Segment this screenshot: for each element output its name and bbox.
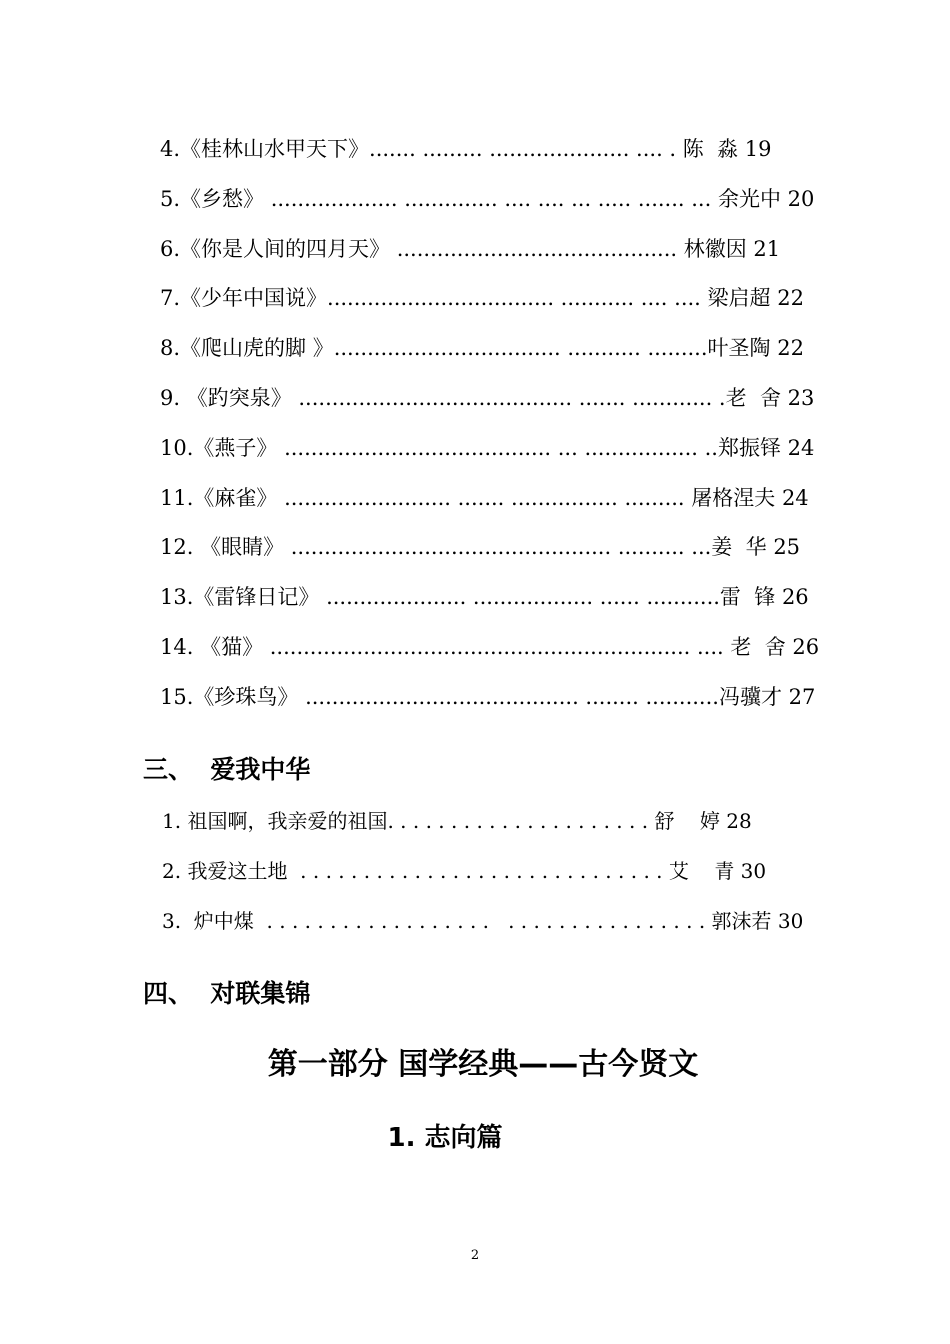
toc-item[interactable]: 10.《燕子》 ........................................ ... ................. ..郑振铎 24 xyxy=(160,436,815,460)
toc-item[interactable]: 4.《桂林山水甲天下》....... ......... ..................... .... . 陈 淼 19 xyxy=(160,137,772,161)
toc-item[interactable]: 1. 祖国啊，我亲爱的祖国. . . . . . . . . . . . . . . . . . . . . 舒 婷 28 xyxy=(162,809,752,833)
toc-item[interactable]: 3. 炉中煤 . . . . . . . . . . . . . . . . . . . . . . . . . . . . . . . . . . 郭沫若 30 xyxy=(162,909,804,933)
toc-item[interactable]: 6.《你是人间的四月天》 .......................................... 林徽因 21 xyxy=(160,237,781,261)
toc-item[interactable]: 14. 《猫》 ............................................................... .... 老 舍 26 xyxy=(160,635,820,659)
part-title: 第一部分 国学经典——古今贤文 xyxy=(267,1047,699,1082)
toc-item[interactable]: 8.《爬山虎的脚 》.................................. ........... .........叶圣陶 22 xyxy=(160,336,804,360)
chapter-title: 1. 志向篇 xyxy=(387,1123,503,1153)
section-heading: 三、 爱我中华 xyxy=(143,755,311,784)
toc-item[interactable]: 11.《麻雀》 ......................... ....... ................ ......... 屠格涅夫 24 xyxy=(160,486,809,510)
section-heading: 四、 对联集锦 xyxy=(143,979,311,1008)
toc-item[interactable]: 13.《雷锋日记》 ..................... .................. ...... ...........雷 锋 26 xyxy=(160,585,809,609)
page-number: 2 xyxy=(470,1248,480,1263)
toc-item[interactable]: 15.《珍珠鸟》 ......................................... ........ ...........冯骥才 27 xyxy=(160,685,816,709)
toc-item[interactable]: 2. 我爱这土地 . . . . . . . . . . . . . . . . . . . . . . . . . . . . . 艾 青 30 xyxy=(162,859,767,883)
toc-item[interactable]: 5.《乡愁》 ................... .............. .... .... ... ..... ....... ... 余光中 20 xyxy=(160,187,815,211)
toc-item[interactable]: 9. 《趵突泉》 ......................................... ....... ............ .老 舍 23 xyxy=(160,386,815,410)
toc-item[interactable]: 12. 《眼睛》 ................................................ .......... ...姜 华 25 xyxy=(160,535,801,559)
toc-item[interactable]: 7.《少年中国说》.................................. ........... .... .... 梁启超 22 xyxy=(160,286,804,310)
